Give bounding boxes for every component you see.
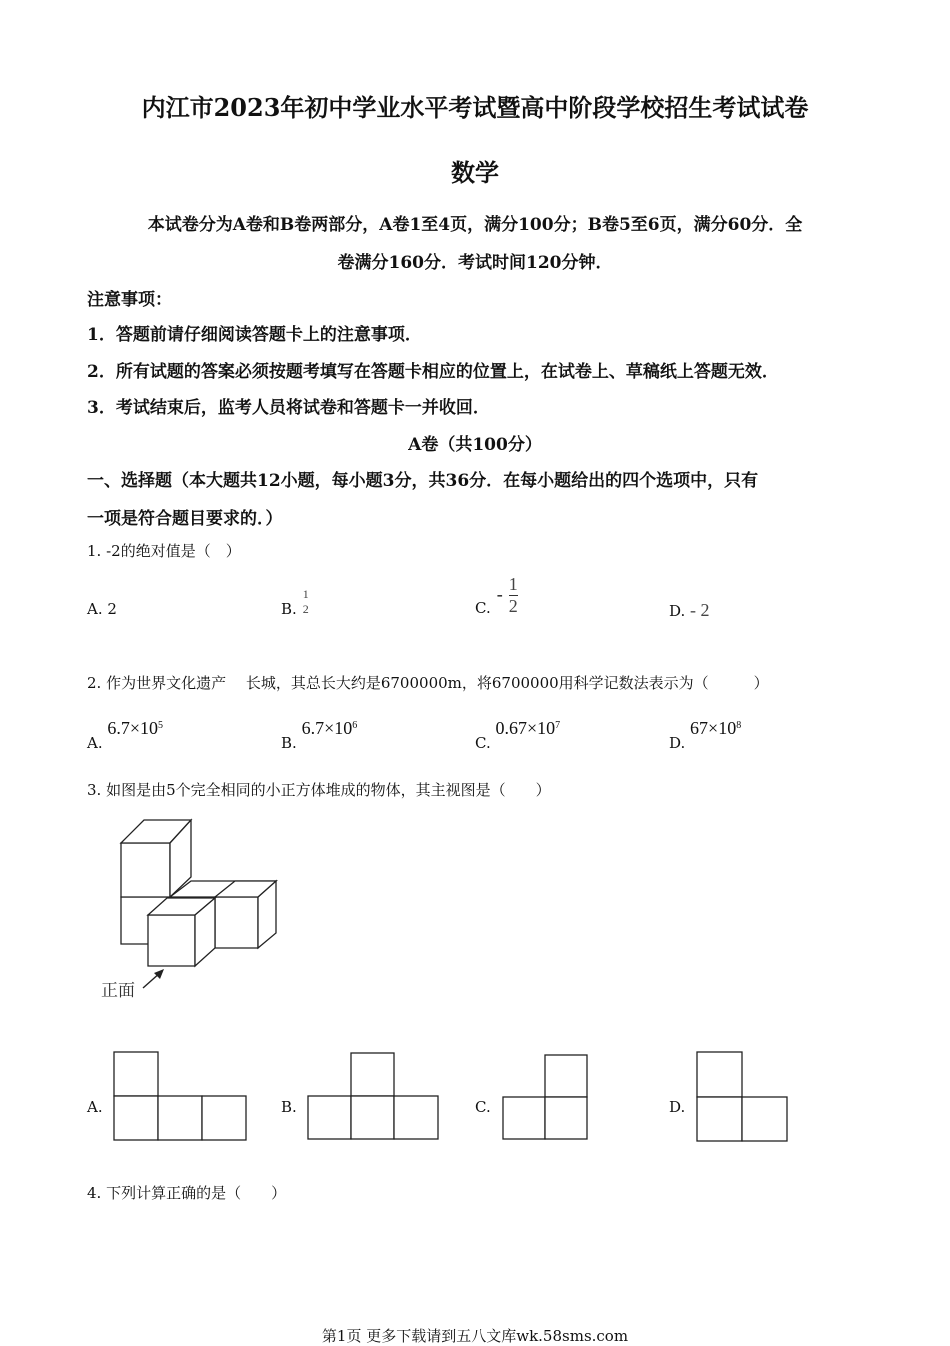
- q1-option-b-fraction: [303, 587, 309, 617]
- q1-option-d-label: D.: [669, 602, 686, 620]
- page-footer: 第1页 更多下载请到五八文库wk.58sms.com: [321, 1327, 629, 1345]
- q2-option-d-base: 67×10: [690, 718, 737, 738]
- q1-option-c-sign: -: [496, 583, 503, 604]
- q2-option-b: [281, 718, 358, 752]
- exam-title: 内江市2023年初中学业水平考试暨高中阶段学校招生考试试卷: [141, 93, 809, 122]
- q3-option-a-label: A.: [87, 1098, 103, 1116]
- intro-line-1: 本试卷分为A卷和B卷两部分，A卷1至4页，满分100分；B卷5至6页，满分60分．全: [147, 215, 803, 235]
- q1-option-c: [475, 573, 518, 617]
- q1-option-d-value: - 2: [690, 600, 710, 620]
- q1-option-b: [281, 586, 309, 618]
- q4-stem: 4. 下列计算正确的是（ ）: [87, 1184, 287, 1202]
- notice-item-2: 2．所有试题的答案必须按题考填写在答题卡相应的位置上，在试卷上、草稿纸上答题无效．: [87, 362, 779, 382]
- q3-option-c-figure: [502, 1054, 590, 1142]
- q3-option-d-figure: [696, 1051, 790, 1144]
- q3-option-a-figure: [113, 1051, 248, 1143]
- q2-option-a: [87, 718, 164, 752]
- q1-stem: 1. -2的绝对值是（ ）: [87, 542, 241, 560]
- exam-intro: [87, 206, 863, 282]
- q2-stem: 2. 作为世界文化遗产 长城，其总长大约是6700000m，将6700000用科学记数法表示为（ ）: [87, 674, 769, 692]
- q2-option-a-base: 6.7×10: [107, 718, 159, 738]
- q2-option-c-exponent: 7: [555, 720, 561, 731]
- q1-option-c-numerator: 1: [508, 573, 518, 594]
- notice-item-1: 1．答题前请仔细阅读答题卡上的注意事项．: [87, 325, 422, 345]
- q2-option-b-base: 6.7×10: [301, 718, 353, 738]
- q2-option-c-label: C.: [475, 734, 491, 752]
- q3-option-b-figure: [307, 1052, 441, 1142]
- q1-option-c-fraction: [509, 574, 518, 617]
- notice-heading: 注意事项：: [87, 290, 172, 310]
- q2-option-d-label: D.: [669, 734, 686, 752]
- q2-option-c-base: 0.67×10: [495, 718, 556, 738]
- intro-line-2: 卷满分160分．考试时间120分钟．: [337, 253, 613, 273]
- q1-option-b-denominator: 2: [302, 602, 309, 616]
- q2-option-d-exponent: 8: [736, 720, 742, 731]
- section-a-title: A卷（共100分）: [408, 435, 542, 455]
- q1-option-a: [87, 600, 117, 618]
- front-arrow-icon: [143, 969, 164, 988]
- q1-option-a-label: A.: [87, 600, 103, 618]
- q2-option-c: [475, 718, 561, 752]
- q1-option-a-value: 2: [107, 600, 117, 618]
- notice-item-3: 3．考试结束后，监考人员将试卷和答题卡一并收回．: [87, 398, 490, 418]
- part1-heading-line2: 一项是符合题目要求的．）: [87, 509, 283, 529]
- exam-subject: 数学: [451, 158, 499, 187]
- cube-stack-drawing: [121, 820, 276, 966]
- q3-option-d-label: D.: [669, 1098, 686, 1116]
- q2-option-a-exponent: 5: [158, 720, 164, 731]
- q2-option-b-exponent: 6: [352, 720, 358, 731]
- q3-option-b-label: B.: [281, 1098, 297, 1116]
- q2-option-b-label: B.: [281, 734, 297, 752]
- part1-heading-line1: 一、选择题（本大题共12小题，每小题3分，共36分．在每小题给出的四个选项中，只有: [87, 471, 759, 491]
- front-view-label: 正面: [101, 981, 135, 1001]
- q2-option-d: [669, 718, 742, 752]
- q3-stem: 3. 如图是由5个完全相同的小正方体堆成的物体，其主视图是（ ）: [87, 781, 551, 799]
- q1-option-c-label: C.: [475, 599, 491, 617]
- q1-option-b-label: B.: [281, 600, 297, 618]
- q1-option-b-numerator: 1: [302, 587, 309, 601]
- q1-option-d: [669, 600, 710, 621]
- q1-option-c-denominator: 2: [508, 595, 518, 616]
- q3-option-c-label: C.: [475, 1098, 491, 1116]
- q2-option-a-label: A.: [87, 734, 103, 752]
